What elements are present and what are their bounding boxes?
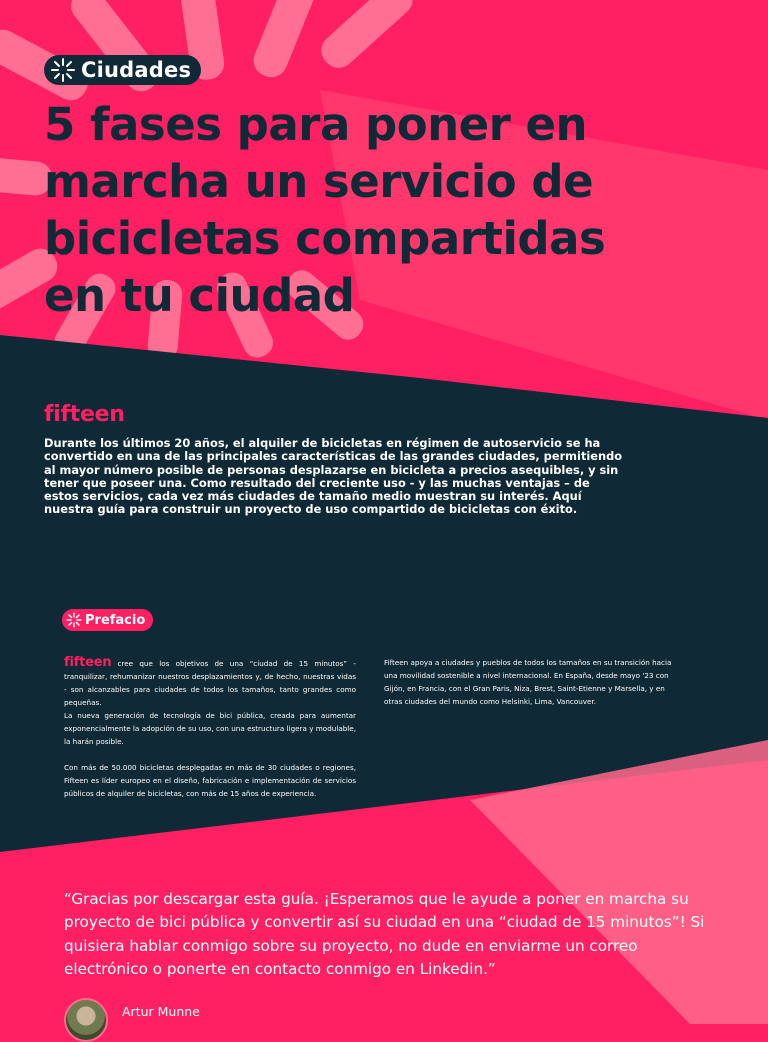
prefacio-text-1: cree que los objetivos de una “ciudad de 15 minutos” - tranquilizar, rehumanizar nuestros desplazamientos y, de hecho, nuestras vidas - son alcanzables para ciudades de todos los tamaños, tanto grandes como pequeñas. [64,659,356,707]
sunburst-icon [50,57,76,83]
prefacio-left-column [64,656,356,800]
closing-quote: “Gracias por descargar esta guía. ¡Esperamos que le ayude a poner en marcha su proyecto de bici pública y convertir así su ciudad en una “ciudad de 15 minutos”! Si quisiera hablar conmigo sobre su proyecto, no dude en enviarme un correo electrónico o ponerte en contacto conmigo en Linkedin.” [64,890,705,978]
intro-paragraph: Durante los últimos 20 años, el alquiler de bicicletas en régimen de autoservicio se ha convertido en una de las principales características de las grandes ciudades, permitiendo al mayor número posible de personas desplazarse en bicicleta a precios asequibles, y sin tener que poseer una. Como resultado del creciente uso - y las muchas ventajas – de estos servicios, cada vez más ciudades de tamaño medio muestran su interés. Aquí nuestra guía para construir un proyecto de uso compartido de bicicletas con éxito. [44,436,623,517]
sunburst-icon [66,612,82,628]
fifteen-logo-inline: fifteen [64,655,112,670]
prefacio-badge [62,609,153,631]
page-title: 5 fases para poner en marcha un servicio de bicicletas compartidas en tu ciudad [44,98,606,322]
category-label: Ciudades [81,58,192,82]
author-avatar [64,998,108,1042]
prefacio-text-2: La nueva generación de tecnología de bici pública, creada para aumentar exponencialmente la adopción de su uso, con una estructura ligera y modulable, la harán posible. [64,711,356,746]
author-name: Artur Munne [122,1004,200,1019]
category-badge [44,55,201,85]
prefacio-text-4: Fifteen apoya a ciudades y pueblos de todos los tamaños en su transición hacia una movilidad sostenible a nivel internacional. En España, desde mayo '23 con Gijón, en Francia, con el Gran Paris, Niza, Brest, Saint-Etienne y Marsella, y en otras ciudades del mundo como Helsinki, Lima, Vancouver. [384,658,672,706]
prefacio-paragraph [64,656,356,709]
prefacio-label: Prefacio [85,612,146,628]
prefacio-text-3: Con más de 50.000 bicicletas desplegadas en más de 30 ciudades o regiones, Fifteen es líder europeo en el diseño, fabricación e implementación de servicios públicos de alquiler de bicicletas, con más de 15 años de experiencia. [64,763,356,798]
fifteen-logo: fifteen [44,402,125,427]
prefacio-right-column [384,656,676,708]
